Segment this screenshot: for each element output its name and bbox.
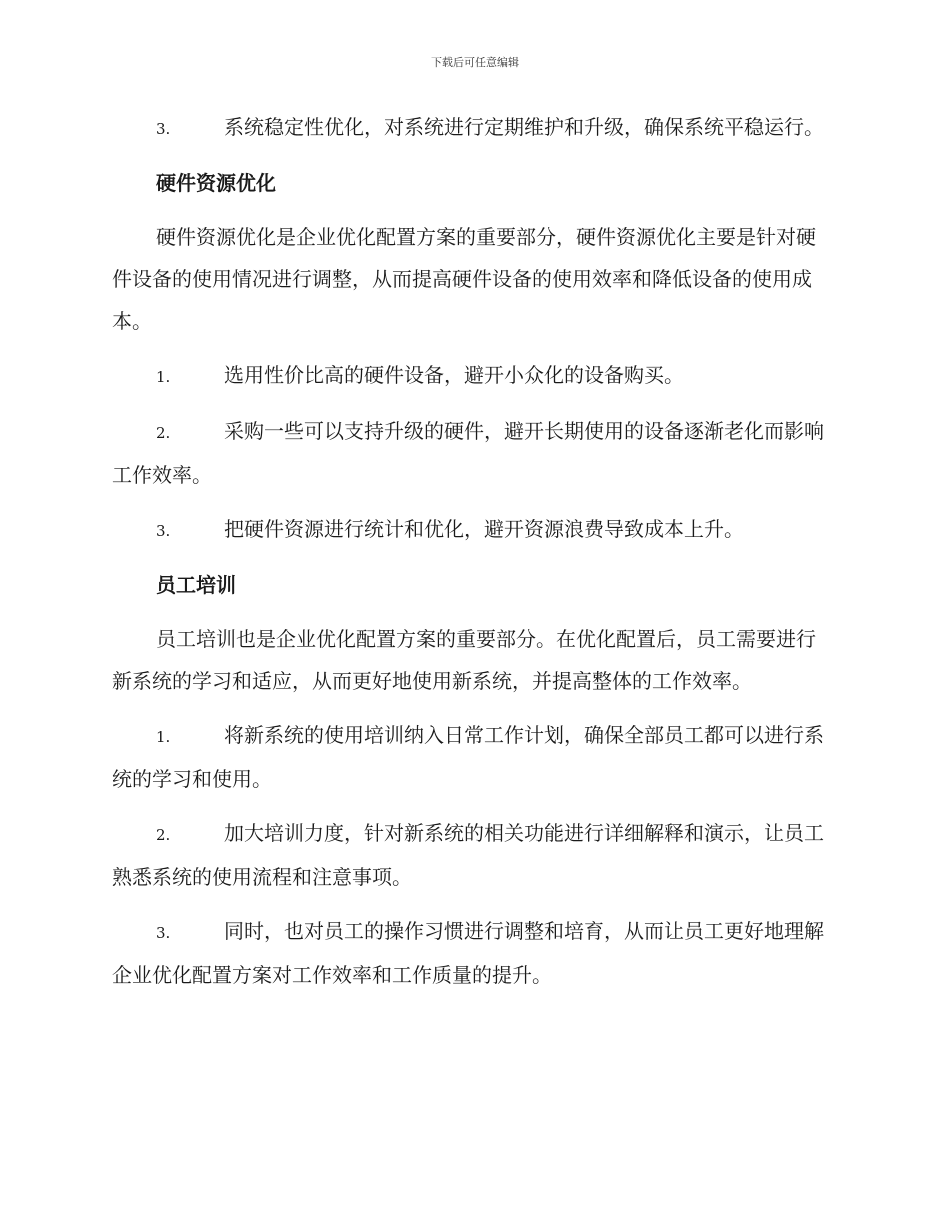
list-text: 系统稳定性优化，对系统进行定期维护和升级，确保系统平稳运行。 xyxy=(224,115,824,139)
list-item xyxy=(112,106,834,150)
list-number: 3. xyxy=(156,924,171,942)
list-item xyxy=(112,812,834,898)
list-text: 加大培训力度，针对新系统的相关功能进行详细解释和演示，让员工熟悉系统的使用流程和注意事项。 xyxy=(112,821,824,889)
list-number: 3. xyxy=(156,522,171,540)
paragraph: 硬件资源优化是企业优化配置方案的重要部分，硬件资源优化主要是针对硬件设备的使用情况进行调整，从而提高硬件设备的使用效率和降低设备的使用成本。 xyxy=(112,225,816,333)
list-text: 采购一些可以支持升级的硬件，避开长期使用的设备逐渐老化而影响工作效率。 xyxy=(112,419,824,487)
list-number: 1. xyxy=(156,368,171,386)
list-number: 1. xyxy=(156,728,171,746)
list-number: 3. xyxy=(156,120,171,138)
section-heading: 硬件资源优化 xyxy=(156,171,276,195)
page-header: 下载后可任意编辑 xyxy=(431,56,519,69)
list-number: 2. xyxy=(156,826,171,844)
document-body xyxy=(112,106,834,1008)
list-text: 同时，也对员工的操作习惯进行调整和培育，从而让员工更好地理解企业优化配置方案对工作效率和工作质量的提升。 xyxy=(112,919,824,987)
list-number: 2. xyxy=(156,424,171,442)
list-text: 把硬件资源进行统计和优化，避开资源浪费导致成本上升。 xyxy=(224,517,744,541)
list-item xyxy=(112,910,834,996)
list-item xyxy=(112,410,834,496)
list-text: 选用性价比高的硬件设备，避开小众化的设备购买。 xyxy=(224,363,684,387)
list-item xyxy=(112,508,834,552)
list-item xyxy=(112,714,834,800)
list-text: 将新系统的使用培训纳入日常工作计划，确保全部员工都可以进行系统的学习和使用。 xyxy=(112,723,824,791)
section-heading: 员工培训 xyxy=(156,573,236,597)
list-item xyxy=(112,354,834,398)
paragraph: 员工培训也是企业优化配置方案的重要部分。在优化配置后，员工需要进行新系统的学习和适应，从而更好地使用新系统，并提高整体的工作效率。 xyxy=(112,627,816,693)
